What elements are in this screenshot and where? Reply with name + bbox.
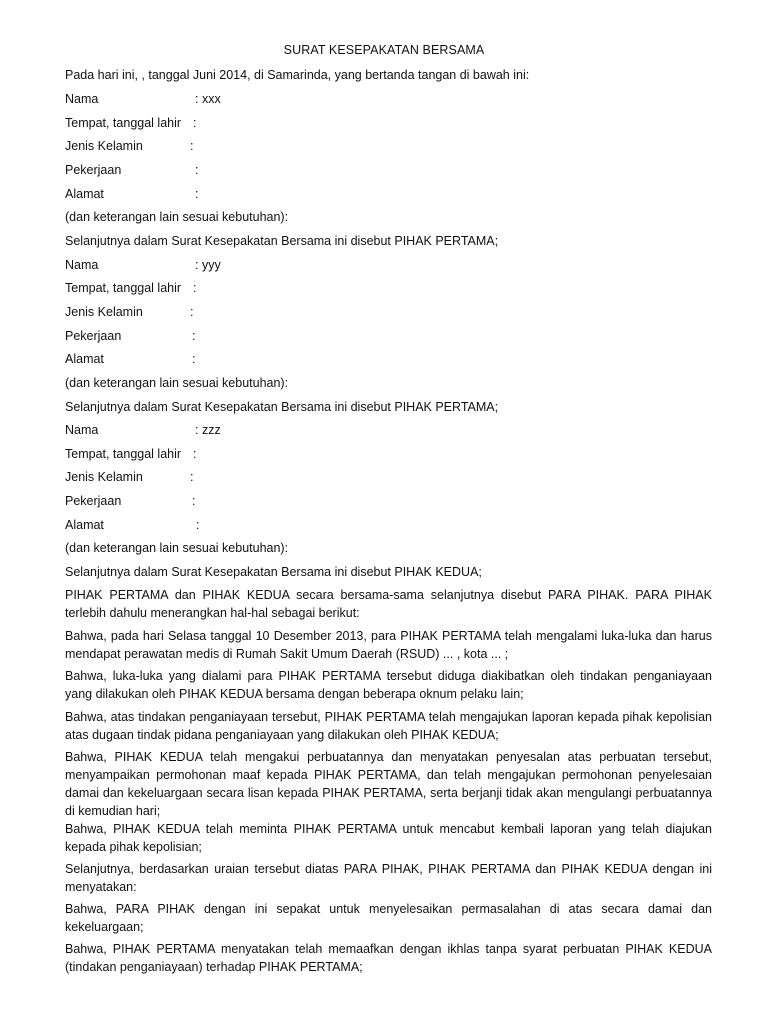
party2-address-label: Alamat xyxy=(65,352,104,366)
party1-job-value: : xyxy=(195,163,199,177)
party2-address-value: : xyxy=(192,352,196,366)
paragraph-suspected: Bahwa, luka-luka yang dialami para PIHAK PERTAMA tersebut diduga diakibatkan oleh tindakan penganiayaan yang dilakukan oleh PIHAK KEDUA bersama dengan beberapa oknum pelaku lain; xyxy=(65,669,712,701)
document-title: SURAT KESEPAKATAN BERSAMA xyxy=(283,43,485,57)
party2-name-value: : yyy xyxy=(195,258,221,272)
paragraph-declaration: Selanjutnya, berdasarkan uraian tersebut diatas PARA PIHAK, PIHAK PERTAMA dan PIHAK KEDUA dengan ini menyatakan: xyxy=(65,862,712,894)
party3-birth-label: Tempat, tanggal lahir xyxy=(65,447,182,461)
party3-name-label: Nama xyxy=(65,423,99,437)
paragraph-report: Bahwa, atas tindakan penganiayaan tersebut, PIHAK PERTAMA telah mengajukan laporan kepada pihak kepolisian atas dugaan tindak pidana penganiayaan yang dilakukan oleh PIHAK KEDUA; xyxy=(65,710,712,742)
party3-birth-value: : xyxy=(193,447,197,461)
party2-birth-label: Tempat, tanggal lahir xyxy=(65,281,182,295)
party2-name-label: Nama xyxy=(65,258,99,272)
party2-designation: Selanjutnya dalam Surat Kesepakatan Bersama ini disebut PIHAK PERTAMA; xyxy=(65,400,499,414)
party1-birth-value: : xyxy=(193,116,197,130)
paragraph-withdraw-request: Bahwa, PIHAK KEDUA telah meminta PIHAK PERTAMA untuk mencabut kembali laporan yang telah diajukan kepada pihak kepolisian; xyxy=(65,822,712,854)
party2-job-value: : xyxy=(192,329,196,343)
party1-address-label: Alamat xyxy=(65,187,104,201)
party1-birth-label: Tempat, tanggal lahir xyxy=(65,116,182,130)
party3-gender-value: : xyxy=(190,470,194,484)
party1-name-label: Nama xyxy=(65,92,99,106)
paragraph-admission: Bahwa, PIHAK KEDUA telah mengakui perbuatannya dan menyatakan penyesalan atas perbuatan tersebut, menyampaikan permohonan maaf kepada PIHAK PERTAMA, dan telah mengajukan permohonan penyelesaian damai dan kekeluargaan secara lisan kepada PIHAK PERTAMA, serta berjanji tidak akan mengulangi perbuatannya di kemudian hari; xyxy=(65,750,712,818)
paragraph-para-pihak: PIHAK PERTAMA dan PIHAK KEDUA secara bersama-sama selanjutnya disebut PARA PIHAK. PARA PIHAK terlebih dahulu menerangkan hal-hal sebagai berikut: xyxy=(65,588,712,620)
party1-gender-value: : xyxy=(190,139,194,153)
party3-gender-label: Jenis Kelamin xyxy=(65,470,143,484)
party1-job-label: Pekerjaan xyxy=(65,163,122,177)
party3-designation: Selanjutnya dalam Surat Kesepakatan Bersama ini disebut PIHAK KEDUA; xyxy=(65,565,482,579)
party1-designation: Selanjutnya dalam Surat Kesepakatan Bersama ini disebut PIHAK PERTAMA; xyxy=(65,234,499,248)
party2-job-label: Pekerjaan xyxy=(65,329,122,343)
party2-gender-value: : xyxy=(190,305,194,319)
party3-job-value: : xyxy=(192,494,196,508)
paragraph-forgiveness: Bahwa, PIHAK PERTAMA menyatakan telah memaafkan dengan ikhlas tanpa syarat perbuatan PIHAK KEDUA (tindakan penganiayaan) terhadap PIHAK PERTAMA; xyxy=(65,942,712,974)
party3-job-label: Pekerjaan xyxy=(65,494,122,508)
party2-gender-label: Jenis Kelamin xyxy=(65,305,143,319)
party1-note: (dan keterangan lain sesuai kebutuhan): xyxy=(65,210,289,224)
party2-note: (dan keterangan lain sesuai kebutuhan): xyxy=(65,376,289,390)
intro-line: Pada hari ini, , tanggal Juni 2014, di Samarinda, yang bertanda tangan di bawah ini: xyxy=(65,68,530,82)
paragraph-injury: Bahwa, pada hari Selasa tanggal 10 Desember 2013, para PIHAK PERTAMA telah mengalami luka-luka dan harus mendapat perawatan medis di Rumah Sakit Umum Daerah (RSUD) ... , kota ... ; xyxy=(65,629,712,661)
party3-address-value: : xyxy=(196,518,200,532)
party3-note: (dan keterangan lain sesuai kebutuhan): xyxy=(65,541,289,555)
paragraph-agreement: Bahwa, PARA PIHAK dengan ini sepakat untuk menyelesaikan permasalahan di atas secara damai dan kekeluargaan; xyxy=(65,902,712,934)
party1-address-value: : xyxy=(195,187,199,201)
party2-birth-value: : xyxy=(193,281,197,295)
party3-address-label: Alamat xyxy=(65,518,104,532)
party1-gender-label: Jenis Kelamin xyxy=(65,139,143,153)
party1-name-value: : xxx xyxy=(195,92,221,106)
party3-name-value: : zzz xyxy=(195,423,221,437)
